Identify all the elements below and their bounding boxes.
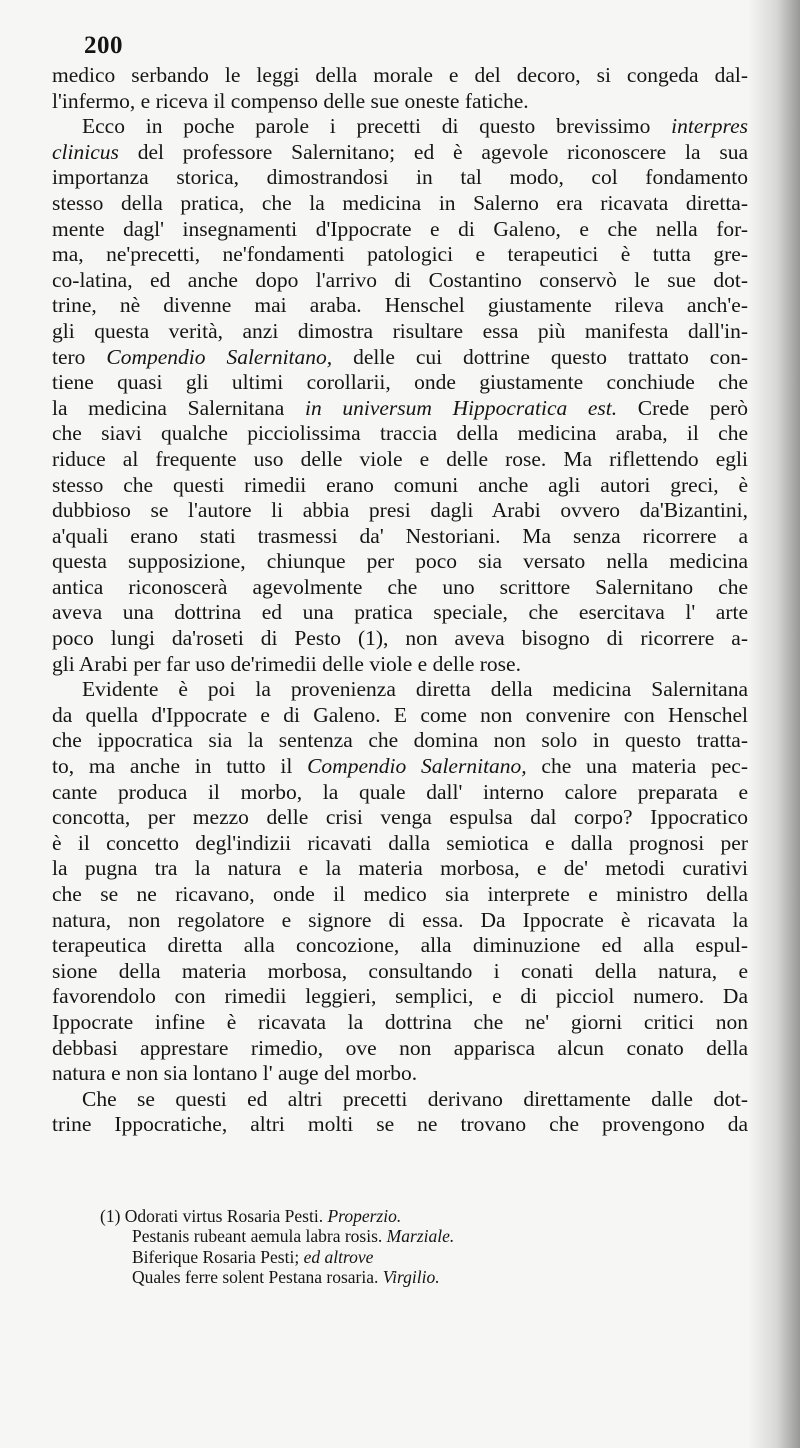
text-line: terapeutica diretta alla concozione, alla diminuzione ed alla espul- <box>52 933 748 958</box>
text-line: Ippocrate infine è ricavata la dottrina che ne' giorni critici non <box>52 1009 748 1034</box>
text-line: l'infermo, e riceva il compenso delle sue oneste fatiche. <box>52 88 529 113</box>
text-line: dubbioso se l'autore li abbia presi dagli Arabi ovvero da'Bizantini, <box>52 498 748 523</box>
text-line: gli questa verità, anzi dimostra risultare essa più manifesta dall'in- <box>52 318 748 343</box>
footnote-text: Quales ferre solent Pestana rosaria. <box>132 1267 383 1288</box>
text-line: trine Ippocratiche, altri molti se ne trovano che provengono da <box>52 1112 748 1137</box>
footnote-text: Biferique Rosaria Pesti; <box>132 1246 304 1267</box>
text-line: riduce al frequente uso delle viole e delle rose. Ma riflettendo egli <box>52 446 748 471</box>
text-segment: del professore Salernitano; ed è agevole riconoscere la sua <box>118 139 748 164</box>
text-segment: tero <box>52 344 107 369</box>
text-line: cante produca il morbo, la quale dall' interno calore preparata e <box>52 779 748 804</box>
footnote-attribution: ed altrove <box>303 1246 374 1267</box>
text-segment: Ecco in poche parole i precetti di questo brevissimo <box>82 114 672 139</box>
text-segment: Crede però <box>617 395 748 420</box>
italic-segment: Compendio Salernitano, <box>307 754 527 779</box>
text-line: la pugna tra la natura e la materia morbosa, e de' metodi curativi <box>52 856 748 881</box>
footnote-text: (1) Odorati virtus Rosaria Pesti. <box>100 1206 328 1226</box>
text-line: che ippocratica sia la sentenza che domina non solo in questo tratta- <box>52 728 748 753</box>
text-line: Che se questi ed altri precetti derivano direttamente dalle dot- <box>82 1086 748 1111</box>
text-segment: delle cui dottrine questo trattato con- <box>332 344 748 369</box>
text-line: natura, non regolatore e signore di essa. Da Ippocrate è ricavata la <box>52 907 748 932</box>
text-line: antica riconoscerà agevolmente che uno scrittore Salernitano che <box>52 574 748 599</box>
text-line <box>52 754 748 780</box>
text-line: che siavi qualche picciolissima traccia della medicina araba, il che <box>52 421 748 446</box>
text-segment: che una materia pec- <box>526 754 748 779</box>
text-line: a'quali erano stati trasmessi da' Nestoriani. Ma senza ricorrere a <box>52 523 748 548</box>
text-line: aveva una dottrina ed una pratica speciale, che esercitava l' arte <box>52 600 748 625</box>
text-line: da quella d'Ippocrate e di Galeno. E come non convenire con Henschel <box>52 702 748 727</box>
page-number: 200 <box>84 32 123 59</box>
footnote-attribution: Marziale. <box>386 1226 455 1247</box>
footnote-line <box>100 1247 720 1267</box>
footnote-line <box>100 1226 720 1246</box>
text-line: favorendolo con rimedii leggieri, semplici, e di picciol numero. Da <box>52 984 748 1009</box>
footnote-attribution: Properzio. <box>327 1206 402 1226</box>
text-line: natura e non sia lontano l' auge del morbo. <box>52 1061 418 1086</box>
text-line: è il concetto degl'indizii ricavati dalla semiotica e dalla prognosi per <box>52 830 748 855</box>
text-line: ma, ne'precetti, ne'fondamenti patologici e terapeutici è tutta gre- <box>52 242 748 267</box>
text-line: stesso della pratica, che la medicina in Salerno era ricavata diretta- <box>52 190 748 215</box>
text-line: debbasi apprestare rimedio, ove non apparisca alcun conato della <box>52 1035 748 1060</box>
text-line: tiene quasi gli ultimi corollarii, onde giustamente conchiude che <box>52 370 748 395</box>
footnote-text: Pestanis rubeant aemula labra rosis. <box>132 1226 387 1247</box>
text-line: co-latina, ed anche dopo l'arrivo di Costantino conservò le sue dot- <box>52 267 748 292</box>
text-line: concotta, per mezzo delle crisi venga espulsa dal corpo? Ippocratico <box>52 805 748 830</box>
footnotes <box>100 1206 720 1288</box>
footnote-line <box>100 1267 720 1287</box>
text-line: sione della materia morbosa, consultando i conati della natura, e <box>52 958 748 983</box>
text-line <box>52 396 748 422</box>
text-line <box>52 345 748 371</box>
text-line: medico serbando le leggi della morale e del decoro, si congeda dal- <box>52 63 748 87</box>
body-text <box>52 63 748 1138</box>
text-line: che se ne ricavano, onde il medico sia interprete e ministro della <box>52 882 748 906</box>
text-line: poco lungi da'roseti di Pesto (1), non aveva bisogno di ricorrere a- <box>52 626 748 651</box>
text-segment: la medicina Salernitana <box>52 395 305 420</box>
footnote-attribution: Virgilio. <box>382 1267 440 1288</box>
page-edge-shadow <box>748 0 800 1448</box>
text-line: trine, nè divenne mai araba. Henschel giustamente rileva anch'e- <box>52 293 748 318</box>
text-line <box>52 140 748 166</box>
text-line: Evidente è poi la provenienza diretta della medicina Salernitana <box>82 677 748 702</box>
italic-segment: in universum Hippocratica est. <box>304 395 618 420</box>
text-line <box>52 114 748 140</box>
text-line: importanza storica, dimostrandosi in tal modo, col fondamento <box>52 165 748 190</box>
text-line: stesso che questi rimedii erano comuni anche agli autori greci, è <box>52 472 748 497</box>
italic-segment: interpres <box>671 114 748 139</box>
text-line: gli Arabi per far uso de'rimedii delle viole e delle rose. <box>52 651 521 676</box>
text-segment: to, ma anche in tutto il <box>52 754 308 779</box>
text-line: questa supposizione, chiunque per poco sia versato nella medicina <box>52 549 748 574</box>
italic-segment: Compendio Salernitano, <box>106 344 333 369</box>
text-line: mente dagl' insegnamenti d'Ippocrate e di Galeno, e che nella for- <box>52 216 748 241</box>
footnote-line <box>100 1206 720 1226</box>
italic-segment: clinicus <box>52 139 119 164</box>
